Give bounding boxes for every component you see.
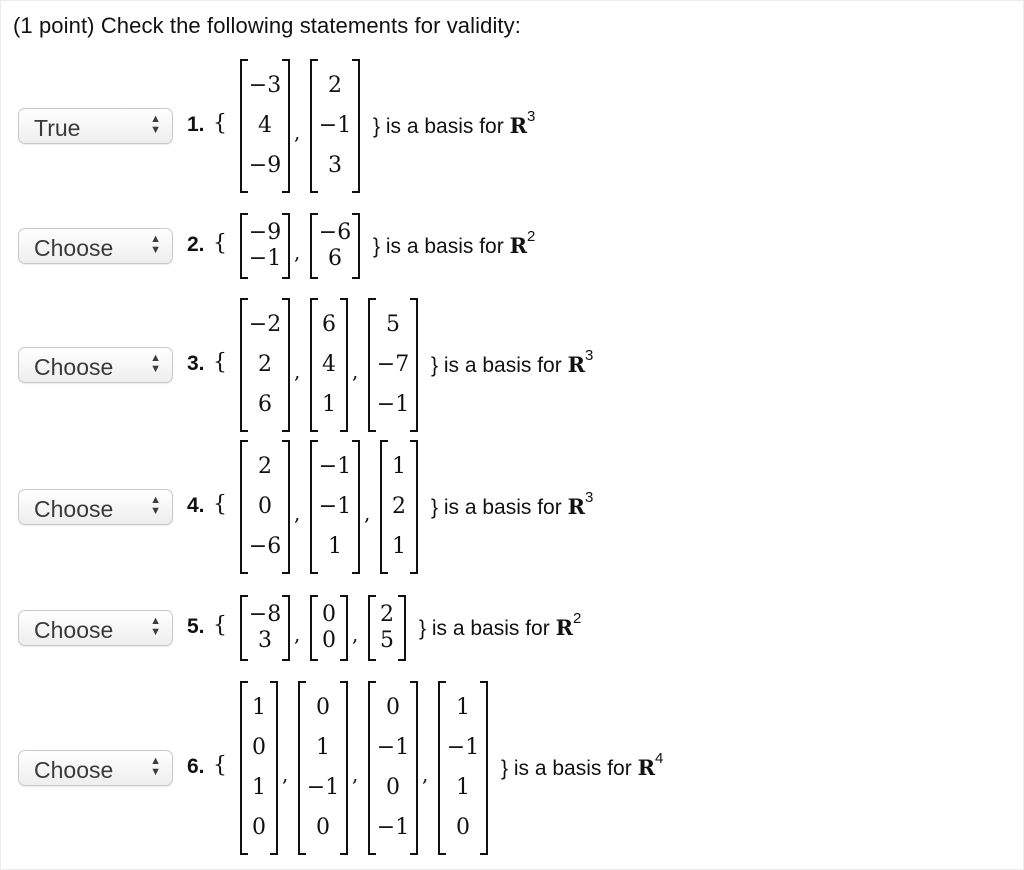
chevron-down-icon: ▼ (150, 244, 161, 256)
tail-text: } is a basis for (431, 354, 562, 377)
problem-number: 5. (187, 615, 205, 638)
real-space-symbol: R (567, 352, 586, 377)
column-vector (309, 213, 361, 279)
vector-entry: −3 (248, 73, 282, 98)
column-vector (239, 213, 291, 279)
vector-entry: 2 (258, 352, 272, 377)
chevron-up-icon: ▲ (150, 755, 161, 767)
tail-text: } is a basis for (373, 115, 504, 138)
open-brace: { (213, 231, 227, 256)
updown-chevron-icon (150, 495, 161, 517)
vector-entry: 2 (258, 454, 272, 479)
dimension-superscript: 3 (585, 489, 594, 506)
vector-entry: 1 (322, 392, 336, 417)
tail-text: } is a basis for (419, 617, 550, 640)
problem-number: 4. (187, 494, 205, 517)
dimension-superscript: 2 (573, 610, 582, 627)
statement-tail (373, 108, 536, 139)
real-space-symbol: R (567, 494, 586, 519)
problem-number: 2. (187, 233, 205, 256)
vector-entry: 0 (258, 494, 272, 519)
dimension-superscript: 3 (527, 108, 536, 125)
validity-select[interactable] (18, 228, 173, 264)
column-vector (239, 440, 291, 574)
vector-entry: 2 (392, 494, 406, 519)
select-value: Choose (34, 617, 114, 643)
vector-entry: 0 (456, 815, 470, 840)
vector-comma: , (364, 501, 371, 525)
vector-entry: 1 (328, 534, 342, 559)
vector-entry: 2 (328, 73, 342, 98)
dimension-superscript: 4 (655, 750, 664, 767)
vector-entry: 2 (380, 602, 394, 627)
vector-comma: , (422, 762, 429, 786)
real-space-symbol: R (637, 755, 656, 780)
vector-entry: 0 (386, 695, 400, 720)
column-vector (309, 595, 349, 661)
column-vector (367, 681, 419, 855)
updown-chevron-icon (150, 114, 161, 136)
chevron-down-icon: ▼ (150, 505, 161, 517)
vector-entry: 1 (456, 695, 470, 720)
vector-entry: 1 (392, 454, 406, 479)
statement-tail (431, 347, 594, 378)
select-value: True (34, 115, 81, 141)
column-vector (367, 595, 407, 661)
vector-entry: −1 (376, 392, 410, 417)
chevron-down-icon: ▼ (150, 124, 161, 136)
vector-entry: −8 (248, 602, 282, 627)
chevron-down-icon: ▼ (150, 363, 161, 375)
vector-comma: , (294, 120, 301, 144)
vector-comma: , (294, 240, 301, 264)
vector-entry: −1 (248, 246, 282, 271)
vector-comma: , (352, 762, 359, 786)
vector-entry: 5 (386, 312, 400, 337)
chevron-up-icon: ▲ (150, 352, 161, 364)
tail-text: } is a basis for (501, 757, 632, 780)
problem-number: 1. (187, 113, 205, 136)
validity-select[interactable] (18, 347, 173, 383)
vector-entry: −7 (376, 352, 410, 377)
vector-entry: −6 (248, 534, 282, 559)
vector-entry: 4 (258, 113, 272, 138)
vector-entry: 0 (386, 775, 400, 800)
vector-entry: 1 (252, 775, 266, 800)
vector-entry: −6 (318, 220, 352, 245)
vector-entry: 5 (380, 628, 394, 653)
vector-entry: −9 (248, 153, 282, 178)
tail-text: } is a basis for (373, 235, 504, 258)
select-value: Choose (34, 757, 114, 783)
vector-entry: 3 (258, 628, 272, 653)
select-value: Choose (34, 354, 114, 380)
vector-comma: , (282, 762, 289, 786)
chevron-up-icon: ▲ (150, 615, 161, 627)
vector-entry: 6 (322, 312, 336, 337)
dimension-superscript: 3 (585, 347, 594, 364)
updown-chevron-icon (150, 756, 161, 778)
vector-comma: , (352, 359, 359, 383)
dimension-superscript: 2 (527, 228, 536, 245)
vector-entry: 0 (322, 602, 336, 627)
vector-entry: −1 (306, 775, 340, 800)
real-space-symbol: R (509, 113, 528, 138)
open-brace: { (213, 492, 227, 517)
vector-entry: 1 (456, 775, 470, 800)
vector-entry: 6 (258, 392, 272, 417)
updown-chevron-icon (150, 353, 161, 375)
vector-entry: −1 (376, 815, 410, 840)
vector-entry: 0 (316, 695, 330, 720)
column-vector (239, 681, 279, 855)
column-vector (379, 440, 419, 574)
vector-entry: 1 (316, 735, 330, 760)
vector-entry: 1 (392, 534, 406, 559)
column-vector (239, 59, 291, 193)
select-value: Choose (34, 496, 114, 522)
chevron-up-icon: ▲ (150, 494, 161, 506)
column-vector (297, 681, 349, 855)
real-space-symbol: R (555, 615, 574, 640)
column-vector (309, 59, 361, 193)
validity-select[interactable] (18, 489, 173, 525)
vector-entry: 3 (328, 153, 342, 178)
vector-entry: 0 (316, 815, 330, 840)
vector-entry: −1 (318, 494, 352, 519)
problem-number: 3. (187, 352, 205, 375)
open-brace: { (213, 350, 227, 375)
vector-entry: 0 (252, 735, 266, 760)
open-brace: { (213, 753, 227, 778)
chevron-up-icon: ▲ (150, 233, 161, 245)
column-vector (239, 298, 291, 432)
column-vector (309, 440, 361, 574)
vector-comma: , (294, 622, 301, 646)
open-brace: { (213, 111, 227, 136)
column-vector (367, 298, 419, 432)
vector-entry: 4 (322, 352, 336, 377)
vector-entry: 6 (328, 246, 342, 271)
validity-select[interactable] (18, 750, 173, 786)
vector-entry: 0 (252, 815, 266, 840)
column-vector (239, 595, 291, 661)
statement-tail (373, 228, 536, 259)
real-space-symbol: R (509, 233, 528, 258)
vector-entry: −1 (318, 454, 352, 479)
vector-entry: −1 (318, 113, 352, 138)
vector-entry: 0 (322, 628, 336, 653)
problem-header: (1 point) Check the following statements for validity: (13, 13, 521, 38)
validity-select[interactable] (18, 108, 173, 144)
vector-comma: , (294, 501, 301, 525)
select-value: Choose (34, 235, 114, 261)
statement-tail (431, 489, 594, 520)
column-vector (309, 298, 349, 432)
statement-tail (501, 750, 664, 781)
updown-chevron-icon (150, 234, 161, 256)
tail-text: } is a basis for (431, 496, 562, 519)
column-vector (437, 681, 489, 855)
chevron-down-icon: ▼ (150, 626, 161, 638)
vector-entry: −9 (248, 220, 282, 245)
problem-number: 6. (187, 755, 205, 778)
chevron-up-icon: ▲ (150, 113, 161, 125)
statement-tail (419, 610, 582, 641)
vector-entry: −2 (248, 312, 282, 337)
vector-comma: , (352, 622, 359, 646)
vector-entry: −1 (376, 735, 410, 760)
vector-entry: −1 (446, 735, 480, 760)
vector-entry: 1 (252, 695, 266, 720)
open-brace: { (213, 613, 227, 638)
updown-chevron-icon (150, 616, 161, 638)
validity-select[interactable] (18, 610, 173, 646)
chevron-down-icon: ▼ (150, 766, 161, 778)
vector-comma: , (294, 359, 301, 383)
